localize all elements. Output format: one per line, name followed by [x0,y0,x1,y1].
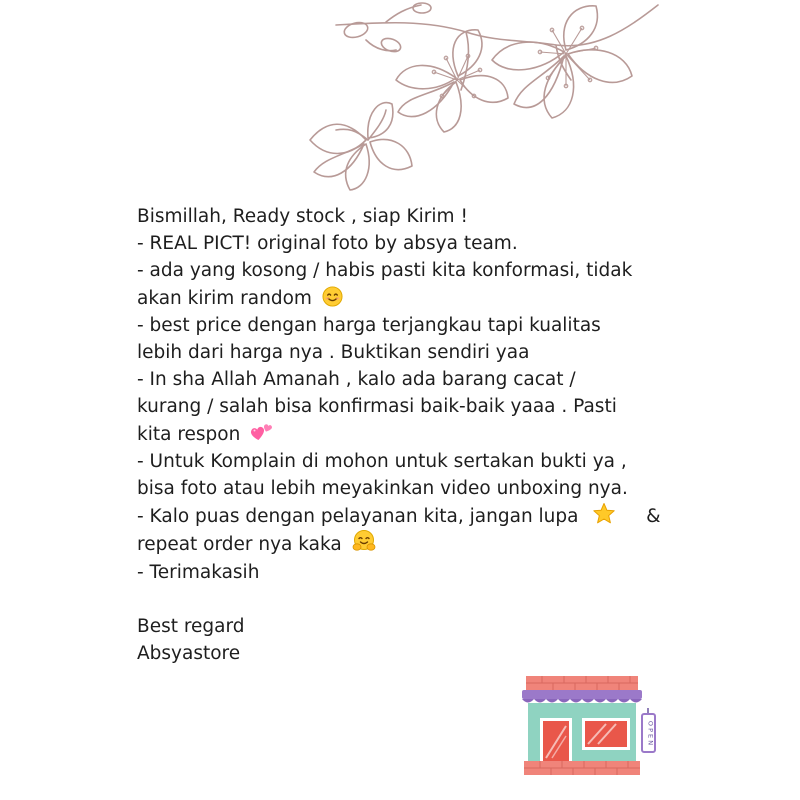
letter-line-8: kurang / salah bisa konfirmasi baik-baik yaaa . Pasti [137,396,617,418]
letter-line-9 [137,421,697,448]
letter-line-1: Bismillah, Ready stock , siap Kirim ! [137,206,468,227]
flower-branch-illustration [296,0,660,200]
letter-line-2: - REAL PICT! original foto by absya team. [137,233,518,255]
letter-line-4 [137,285,697,312]
letter-line-6: lebih dari harga nya . Buktikan sendiri yaa [137,342,530,364]
ampersand-text: & [646,506,661,528]
letter-line-15: - Terimakasih [137,561,260,583]
star-icon [592,502,616,525]
letter-line-10: - Untuk Komplain di mohon untuk sertakan bukti ya , [137,450,627,472]
letter-line-14 [137,530,697,558]
closing-text: Best regard [137,616,245,638]
letter-line-4-text: akan kirim random [137,287,312,309]
letter-line-3: - ada yang kosong / habis pasti kita konformasi, tidak [137,260,633,282]
letter-line-11: bisa foto atau lebih meyakinkan video unboxing nya. [137,478,628,500]
letter-line-12 [137,502,697,530]
signature-text: Absyastore [137,643,241,665]
hugging-face-icon [352,530,376,553]
letter-line-5: - best price dengan harga terjangkau tapi kualitas [137,314,601,336]
open-sign-text: O P E N [646,720,655,746]
letter-line-14-text: repeat order nya kaka [137,534,342,556]
two-hearts-icon [250,421,274,443]
letter-line-12-text: - Kalo puas dengan pelayanan kita, jangan lupa [137,506,579,528]
letter-body [137,203,697,667]
store-front-illustration [520,672,666,780]
letter-line-9-text: kita respon [137,423,241,445]
smiling-face-icon [322,286,343,307]
letter-line-7: - In sha Allah Amanah , kalo ada barang cacat / [137,369,576,391]
